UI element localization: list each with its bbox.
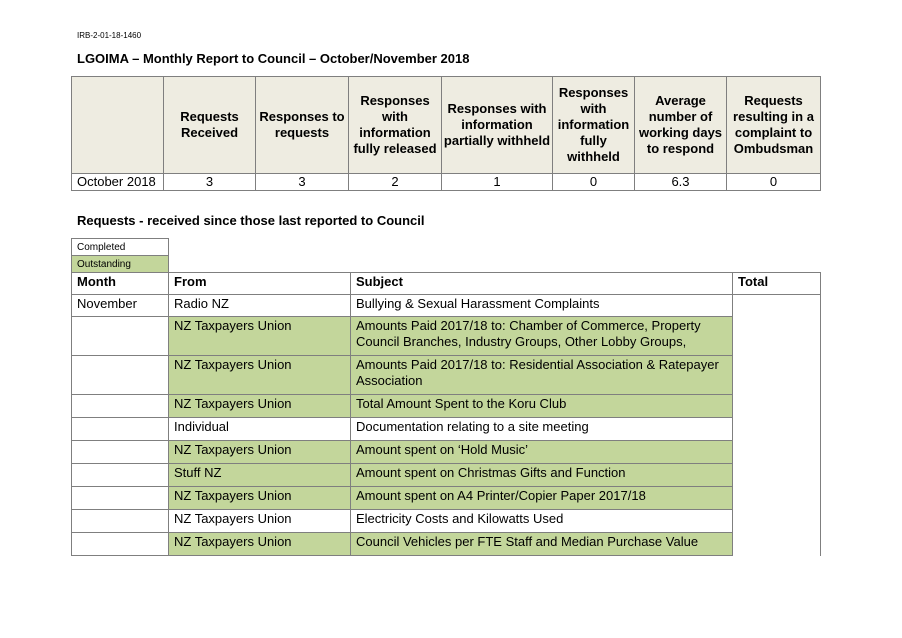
request-total: [733, 295, 821, 556]
legend-completed: Completed: [72, 239, 169, 256]
request-from: Stuff NZ: [169, 464, 351, 487]
requests-subtitle: Requests - received since those last reported to Council: [77, 213, 425, 228]
request-from: NZ Taxpayers Union: [169, 510, 351, 533]
requests-header-total: Total: [733, 273, 821, 295]
table-row: [72, 533, 821, 556]
request-from: NZ Taxpayers Union: [169, 317, 351, 356]
summary-table: [71, 76, 821, 191]
request-from: Individual: [169, 418, 351, 441]
summary-month: October 2018: [72, 174, 164, 191]
request-month: [72, 487, 169, 510]
request-month: [72, 317, 169, 356]
report-title: LGOIMA – Monthly Report to Council – October/November 2018: [77, 51, 470, 66]
request-subject: Documentation relating to a site meeting: [351, 418, 733, 441]
summary-header-fully-withheld: Responses with information fully withheld: [553, 77, 635, 174]
summary-row: [72, 174, 821, 191]
request-from: NZ Taxpayers Union: [169, 395, 351, 418]
request-subject: Amounts Paid 2017/18 to: Residential Association & Ratepayer Association: [351, 356, 733, 395]
request-month: [72, 356, 169, 395]
table-row: [72, 395, 821, 418]
table-row: [72, 487, 821, 510]
request-subject: Amounts Paid 2017/18 to: Chamber of Commerce, Property Council Branches, Industry Groups, Other Lobby Groups,: [351, 317, 733, 356]
request-subject: Electricity Costs and Kilowatts Used: [351, 510, 733, 533]
requests-header-from: From: [169, 273, 351, 295]
request-subject: Amount spent on A4 Printer/Copier Paper 2017/18: [351, 487, 733, 510]
table-row: [72, 464, 821, 487]
table-row: [72, 418, 821, 441]
summary-header-avg-days: Average number of working days to respond: [635, 77, 727, 174]
summary-ombudsman: 0: [727, 174, 821, 191]
summary-header-fully-released: Responses with information fully released: [349, 77, 442, 174]
summary-header-requests-received: Requests Received: [164, 77, 256, 174]
table-row: [72, 295, 821, 317]
request-from: NZ Taxpayers Union: [169, 356, 351, 395]
requests-header-subject: Subject: [351, 273, 733, 295]
summary-fully-released: 2: [349, 174, 442, 191]
summary-header-partially-withheld: Responses with information partially withheld: [442, 77, 553, 174]
request-month: [72, 441, 169, 464]
requests-table: [71, 272, 821, 556]
request-subject: Total Amount Spent to the Koru Club: [351, 395, 733, 418]
table-row: [72, 510, 821, 533]
request-subject: Bullying & Sexual Harassment Complaints: [351, 295, 733, 317]
request-month: [72, 464, 169, 487]
status-legend: [71, 238, 169, 273]
summary-header-responses: Responses to requests: [256, 77, 349, 174]
request-subject: Amount spent on Christmas Gifts and Function: [351, 464, 733, 487]
summary-fully-withheld: 0: [553, 174, 635, 191]
document-reference: IRB-2-01-18-1460: [77, 31, 142, 40]
request-from: NZ Taxpayers Union: [169, 533, 351, 556]
request-month: [72, 510, 169, 533]
summary-avg-days: 6.3: [635, 174, 727, 191]
request-from: Radio NZ: [169, 295, 351, 317]
request-subject: Council Vehicles per FTE Staff and Median Purchase Value: [351, 533, 733, 556]
request-month: November: [72, 295, 169, 317]
request-month: [72, 395, 169, 418]
summary-header-ombudsman: Requests resulting in a complaint to Ombudsman: [727, 77, 821, 174]
request-month: [72, 533, 169, 556]
summary-requests-received: 3: [164, 174, 256, 191]
summary-responses: 3: [256, 174, 349, 191]
table-row: [72, 317, 821, 356]
request-from: NZ Taxpayers Union: [169, 441, 351, 464]
table-row: [72, 441, 821, 464]
summary-header-blank: [72, 77, 164, 174]
requests-header-month: Month: [72, 273, 169, 295]
table-row: [72, 356, 821, 395]
legend-outstanding: Outstanding: [72, 256, 169, 273]
summary-partially-withheld: 1: [442, 174, 553, 191]
request-from: NZ Taxpayers Union: [169, 487, 351, 510]
request-subject: Amount spent on ‘Hold Music’: [351, 441, 733, 464]
request-month: [72, 418, 169, 441]
